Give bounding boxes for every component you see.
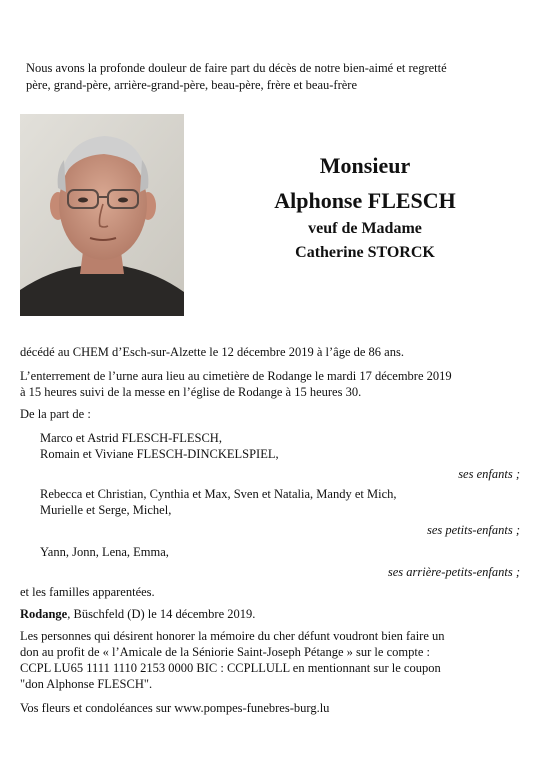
children-line-1: Marco et Astrid FLESCH-FLESCH,	[40, 431, 222, 445]
donation-line-3: CCPL LU65 1111 1110 2153 0000 BIC : CCPLLULL en mentionnant sur le coupon	[20, 661, 441, 675]
donation-line-4: "don Alphonse FLESCH".	[20, 677, 153, 691]
funeral-line-1: L’enterrement de l’urne aura lieu au cimetière de Rodange le mardi 17 décembre 2019	[20, 369, 452, 383]
place-name: Rodange	[20, 607, 68, 621]
place-date-rest: , Büschfeld (D) le 14 décembre 2019.	[67, 607, 256, 621]
spouse-name: Catherine STORCK	[295, 244, 435, 261]
greatgrandchildren-line-1: Yann, Jonn, Lena, Emma,	[40, 545, 169, 559]
portrait-illustration	[20, 114, 184, 316]
grandchildren-line-2: Murielle et Serge, Michel,	[40, 503, 172, 517]
donation-line-1: Les personnes qui désirent honorer la mémoire du cher défunt voudront bien faire un	[20, 629, 445, 643]
children-line-2: Romain et Viviane FLESCH-DINCKELSPIEL,	[40, 447, 279, 461]
grandchildren-label: ses petits-enfants ;	[426, 523, 520, 537]
from-label: De la part de :	[20, 407, 91, 421]
greatgrandchildren-label: ses arrière-petits-enfants ;	[387, 565, 520, 579]
children-label: ses enfants ;	[458, 467, 520, 481]
donation-line-2: don au profit de « l’Amicale de la Séniorie Saint-Joseph Pétange » sur le compte :	[20, 645, 430, 659]
intro-line-2: père, grand-père, arrière-grand-père, beau-père, frère et beau-frère	[26, 78, 358, 92]
grandchildren-line-1: Rebecca et Christian, Cynthia et Max, Sven et Natalia, Mandy et Mich,	[40, 487, 397, 501]
portrait-photo	[20, 114, 184, 316]
notice-body	[20, 344, 528, 716]
deceased-name: Alphonse FLESCH	[274, 188, 456, 213]
widow-line: veuf de Madame	[308, 220, 422, 237]
funeral-line-2: à 15 heures suivi de la messe en l’église de Rodange à 15 heures 30.	[20, 385, 362, 399]
deceased-name-block	[200, 152, 530, 264]
intro-line-1: Nous avons la profonde douleur de faire part du décès de notre bien-aimé et regretté	[26, 61, 447, 75]
condolences-line: Vos fleurs et condoléances sur www.pompes-funebres-burg.lu	[20, 701, 330, 715]
intro-text	[26, 60, 526, 94]
families-line: et les familles apparentées.	[20, 585, 155, 599]
death-statement: décédé au CHEM d’Esch-sur-Alzette le 12 décembre 2019 à l’âge de 86 ans.	[20, 345, 404, 359]
civility: Monsieur	[319, 153, 411, 178]
place-date-line	[20, 606, 528, 622]
